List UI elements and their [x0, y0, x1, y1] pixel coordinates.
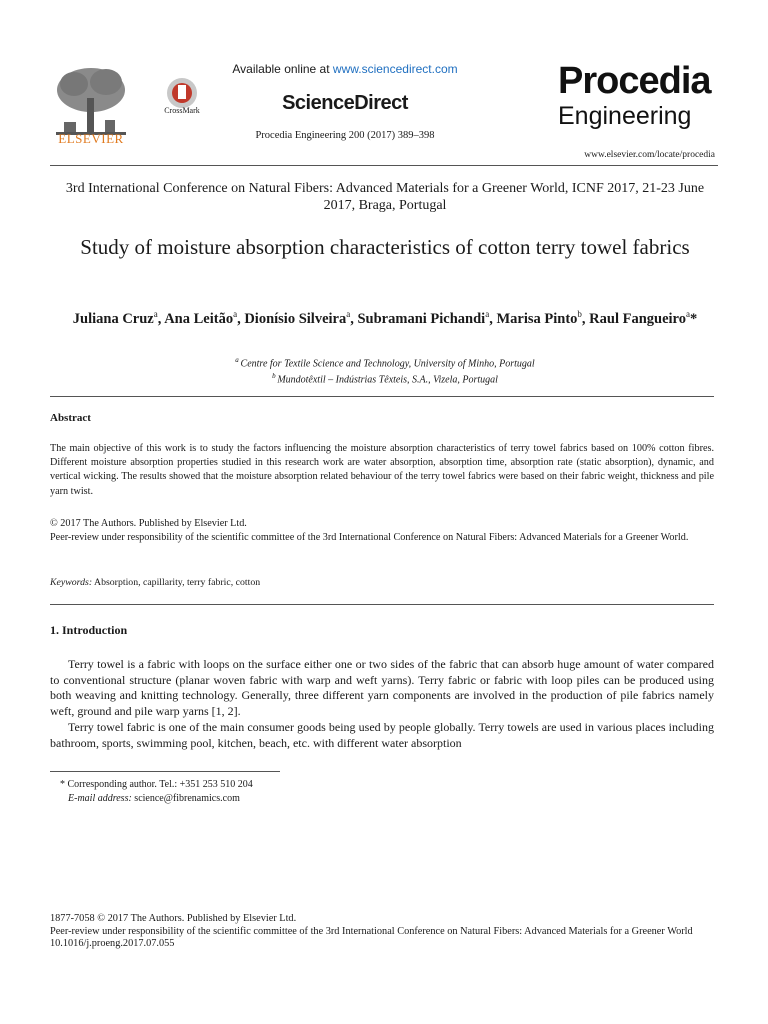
- author-name: Juliana Cruz: [72, 310, 154, 327]
- sciencedirect-link[interactable]: www.sciencedirect.com: [332, 62, 458, 76]
- affiliation: [55, 354, 715, 370]
- author-affiliation-mark: a: [346, 309, 351, 319]
- author-name: Dionísio Silveira: [244, 310, 347, 327]
- header-divider: [50, 165, 718, 166]
- author-name: Ana Leitão: [164, 310, 234, 327]
- affiliation-text: Centre for Textile Science and Technology, University of Minho, Portugal: [240, 358, 535, 370]
- section-heading-introduction: 1. Introduction: [50, 623, 128, 637]
- available-online: [220, 62, 470, 76]
- abstract-copyright: [50, 517, 714, 545]
- crossmark-label: CrossMark: [164, 106, 200, 115]
- affiliation-text: Mundotêxtil – Indústrias Têxteis, S.A., Vizela, Portugal: [277, 374, 498, 386]
- footer-doi[interactable]: 10.1016/j.proeng.2017.07.055: [50, 938, 175, 949]
- abstract-heading: Abstract: [50, 412, 91, 424]
- corresponding-author: * Corresponding author. Tel.: +351 253 510 204: [60, 779, 253, 790]
- sciencedirect-logo: ScienceDirect: [282, 92, 408, 114]
- peer-review-line: Peer-review under responsibility of the scientific committee of the 3rd International Conference on Natural Fibers: Advanced Materials for a Greener World.: [50, 532, 689, 544]
- author-affiliation-mark: a: [685, 309, 690, 319]
- publisher-wordmark: ELSEVIER: [58, 131, 124, 146]
- available-prefix: Available online at: [232, 62, 333, 76]
- copyright-line: © 2017 The Authors. Published by Elsevier Ltd.: [50, 518, 247, 529]
- corresponding-mark: *: [689, 310, 698, 327]
- affiliation-list: [55, 354, 715, 387]
- intro-paragraph-2: Terry towel fabric is one of the main consumer goods being used by people globally. Terry towels are used in various places including bathroom, sports, swimming pool, kitchen, beach, etc. with different water absorption: [50, 720, 714, 750]
- journal-url[interactable]: www.elsevier.com/locate/procedia: [584, 150, 715, 160]
- keywords: [50, 577, 714, 588]
- conference-name: 3rd International Conference on Natural Fibers: Advanced Materials for a Greener World, ICNF 2017, 21-23 June 2017, Braga, Portugal: [65, 181, 705, 213]
- author-list: Juliana Cruz$^a$, Ana Leitão$^a$, Dionísio Silveira$^a$, Subramani Pichandi$^a$, Marisa Pinto$^b$, Raul Fangueiro$^a$*: [72, 309, 698, 327]
- author-affiliation-mark: a: [233, 309, 238, 319]
- paper-title: Study of moisture absorption characteristics of cotton terry towel fabrics: [80, 235, 690, 259]
- email-label: E-mail address:: [68, 793, 132, 804]
- affiliation: [55, 370, 715, 386]
- abstract-top-divider: [50, 396, 714, 397]
- intro-paragraph-1: Terry towel is a fabric with loops on the surface either one or two sides of the fabric that can absorb huge amount of water compared to conventional structure (planar woven fabric with warp and weft yarns). Terry fabric or fabric with loop piles can be produced using both weaving and knitting technology. Generally, three different yarn components are involved in the production of pile fabrics namely weft, ground and pile warp yarns [1, 2].: [50, 657, 714, 718]
- email-line: [68, 793, 240, 804]
- author-name: Marisa Pinto: [496, 310, 578, 327]
- affiliation-mark: b: [272, 372, 278, 381]
- author-affiliation-mark: a: [485, 309, 490, 319]
- journal-logo-line2: Engineering: [558, 102, 692, 130]
- author-affiliation-mark: b: [577, 309, 582, 319]
- footer-issn: 1877-7058 © 2017 The Authors. Published by Elsevier Ltd.: [50, 913, 297, 924]
- journal-logo-line1: Procedia: [558, 60, 711, 102]
- author-name: Raul Fangueiro: [589, 310, 686, 327]
- email-address[interactable]: science@fibrenamics.com: [131, 793, 240, 804]
- footnote-divider: [50, 771, 280, 772]
- keywords-text: Absorption, capillarity, terry fabric, cotton: [92, 577, 261, 588]
- affiliation-mark: a: [235, 356, 241, 364]
- keywords-label: Keywords:: [50, 577, 93, 588]
- page-footer: [50, 913, 714, 951]
- abstract-text: The main objective of this work is to study the factors influencing the moisture absorption characteristics of terry towel fabrics based on 100% cotton fibres. Different moisture absorption properties studied in this research work are water absorption, absorption time, absorption rate (static absorption), dynamic, and vertical wicking. The results showed that the moisture absorption related behaviour of the terry towel fabrics were based on their fabric weight, thickness and pile yarn twist.: [50, 443, 714, 497]
- journal-reference: Procedia Engineering 200 (2017) 389–398: [255, 130, 435, 141]
- author-affiliation-mark: a: [153, 309, 158, 319]
- abstract-bottom-divider: [50, 604, 714, 605]
- author-name: Subramani Pichandi: [357, 310, 486, 327]
- footer-peer-review: Peer-review under responsibility of the scientific committee of the 3rd International Conference on Natural Fibers: Advanced Materials for a Greener World: [50, 925, 693, 937]
